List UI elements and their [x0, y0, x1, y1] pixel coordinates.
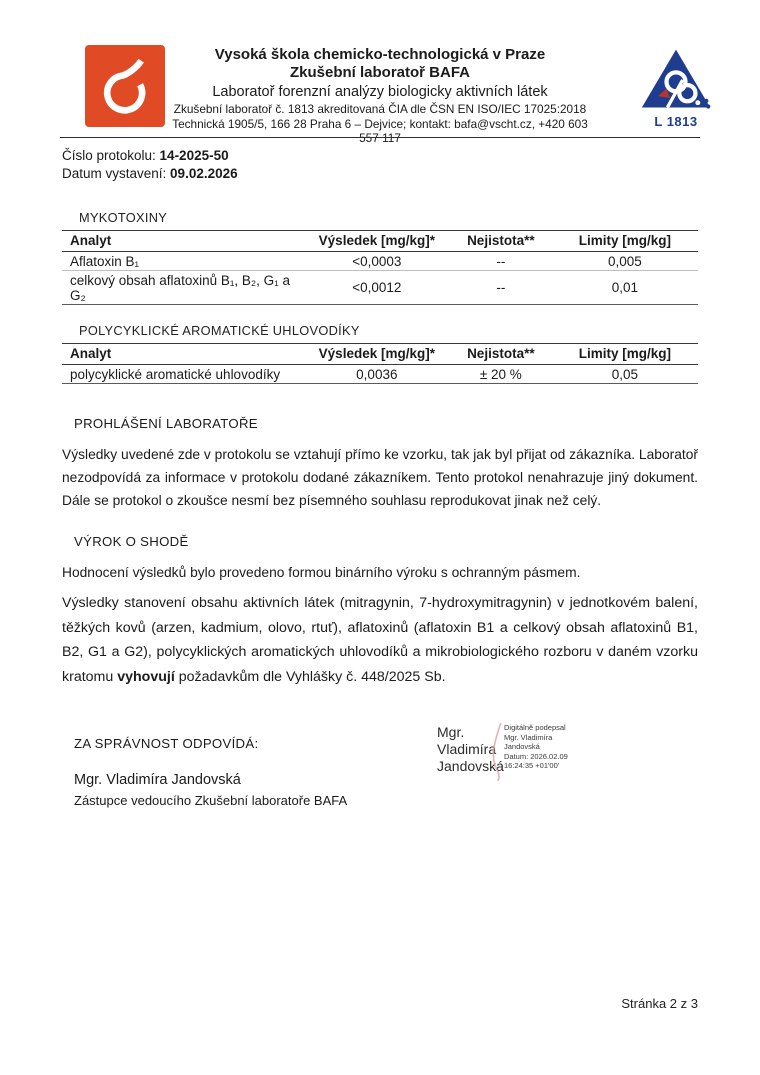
verdict-statement-pre: Výsledky stanovení obsahu aktivních látek (mitragynin, 7-hydroxymitragynin) v jednotkovém balení, těžkých kovů (arzen, kadmium, olovo, rtuť), aflatoxinů (aflatoxin B1 a celkový obsah aflatoxinů B1, B2, G1 a G2), polycyklických aromatických uhlovodíků a mikrobiologického rozboru v daném vzorku kratomu: [62, 595, 698, 685]
cell-nejistota: --: [450, 252, 552, 271]
column-header-vysledek: Výsledek [mg/kg]*: [304, 344, 450, 365]
mykotoxiny-table: [62, 230, 698, 305]
cell-limity: 0,05: [552, 365, 698, 384]
verdict-statement: [62, 591, 698, 689]
column-header-analyt: Analyt: [62, 231, 304, 252]
page-number: Stránka 2 z 3: [621, 996, 698, 1011]
table-row: [62, 252, 698, 271]
digital-signature-detail-line: Digitálně podepsal: [504, 723, 566, 732]
verdict-method: Hodnocení výsledků bylo provedeno formou binárního výroku s ochranným pásmem.: [62, 565, 581, 580]
vscht-logo: [85, 45, 165, 127]
flask-icon: [94, 51, 156, 122]
protocol-date-label: Datum vystavení:: [62, 166, 171, 181]
protocol-date-value: 09.02.2026: [170, 166, 238, 181]
column-header-analyt: Analyt: [62, 344, 304, 365]
protocol-number-value: 14-2025-50: [159, 148, 229, 163]
column-header-nejistota: Nejistota**: [450, 231, 552, 252]
cia-accreditation-logo: [636, 47, 716, 129]
digital-signature: [437, 721, 657, 791]
section-title-pau: POLYCYKLICKÉ AROMATICKÉ UHLOVODÍKY: [79, 323, 360, 338]
column-header-limity: Limity [mg/kg]: [552, 344, 698, 365]
signatory-name: Mgr. Vladimíra Jandovská: [74, 772, 241, 788]
cell-limity: 0,005: [552, 252, 698, 271]
digital-signature-name-line: Mgr.: [437, 724, 465, 740]
declaration-body: Výsledky uvedené zde v protokolu se vztahují přímo ke vzorku, tak jak byl přijat od zákazníka. Laboratoř nezodpovídá za informace v protokolu dodané zákazníkem. Tento protokol nenahrazuje jiný dokument. Dále se protokol o zkoušce nesmí bez písemného souhlasu reprodukovat jinak než celý.: [62, 447, 698, 508]
cell-analyt: Aflatoxin B₁: [62, 252, 304, 271]
cell-nejistota: --: [450, 271, 552, 305]
cell-vysledek: 0,0036: [304, 365, 450, 384]
address-line: Technická 1905/5, 166 28 Praha 6 – Dejvice; kontakt: bafa@vscht.cz, +420 603 557 117: [172, 117, 588, 145]
digital-signature-details: [504, 723, 568, 771]
header-divider: [60, 137, 700, 138]
org-name: Vysoká škola chemicko-technologická v Praze: [214, 46, 546, 63]
document-body: [62, 147, 698, 808]
cell-vysledek: <0,0003: [304, 252, 450, 271]
cia-triangle-icon: [639, 98, 713, 115]
protocol-date-row: [62, 165, 698, 183]
protocol-number-row: [62, 147, 698, 165]
verdict-title: VÝROK O SHODĚ: [74, 534, 189, 549]
cell-analyt: celkový obsah aflatoxinů B₁, B₂, G₁ a G₂: [62, 271, 304, 305]
signatory-role: Zástupce vedoucího Zkušební laboratoře BAFA: [74, 793, 348, 808]
table-header-row: [62, 231, 698, 252]
dept-name: Laboratoř forenzní analýzy biologicky aktivních látek: [212, 84, 548, 100]
verdict-statement-post: požadavkům dle Vyhlášky č. 448/2025 Sb.: [174, 668, 446, 685]
accreditation-line: Zkušební laboratoř č. 1813 akreditovaná ČIA dle ČSN EN ISO/IEC 17025:2018: [173, 102, 587, 116]
digital-signature-detail-line: 16:24:35 +01'00': [504, 761, 560, 771]
digital-signature-detail-line: Jandovská: [504, 742, 540, 752]
cia-accreditation-number: L 1813: [654, 114, 698, 129]
column-header-vysledek: Výsledek [mg/kg]*: [304, 231, 450, 252]
cell-limity: 0,01: [552, 271, 698, 305]
org-header: [168, 46, 592, 145]
table-row: [62, 365, 698, 384]
digital-signature-detail-line: Datum: 2026.02.09: [504, 751, 568, 761]
declaration-title: PROHLÁŠENÍ LABORATOŘE: [74, 416, 258, 431]
digital-signature-name-line: Jandovská: [437, 758, 504, 774]
table-header-row: [62, 344, 698, 365]
digital-signature-detail-line: Mgr. Vladimíra: [504, 732, 553, 742]
cell-vysledek: <0,0012: [304, 271, 450, 305]
table-row: [62, 271, 698, 305]
protocol-number-label: Číslo protokolu:: [62, 148, 160, 163]
cell-analyt: polycyklické aromatické uhlovodíky: [62, 365, 304, 384]
lab-name: Zkušební laboratoř BAFA: [289, 64, 471, 81]
column-header-limity: Limity [mg/kg]: [552, 231, 698, 252]
verdict-result: vyhovují: [117, 668, 175, 685]
cell-nejistota: ± 20 %: [450, 365, 552, 384]
digital-signature-name-line: Vladimíra: [437, 741, 497, 757]
signature-title: ZA SPRÁVNOST ODPOVÍDÁ:: [74, 736, 259, 751]
column-header-nejistota: Nejistota**: [450, 344, 552, 365]
pau-table: [62, 343, 698, 384]
section-title-mykotoxiny: MYKOTOXINY: [79, 210, 168, 225]
